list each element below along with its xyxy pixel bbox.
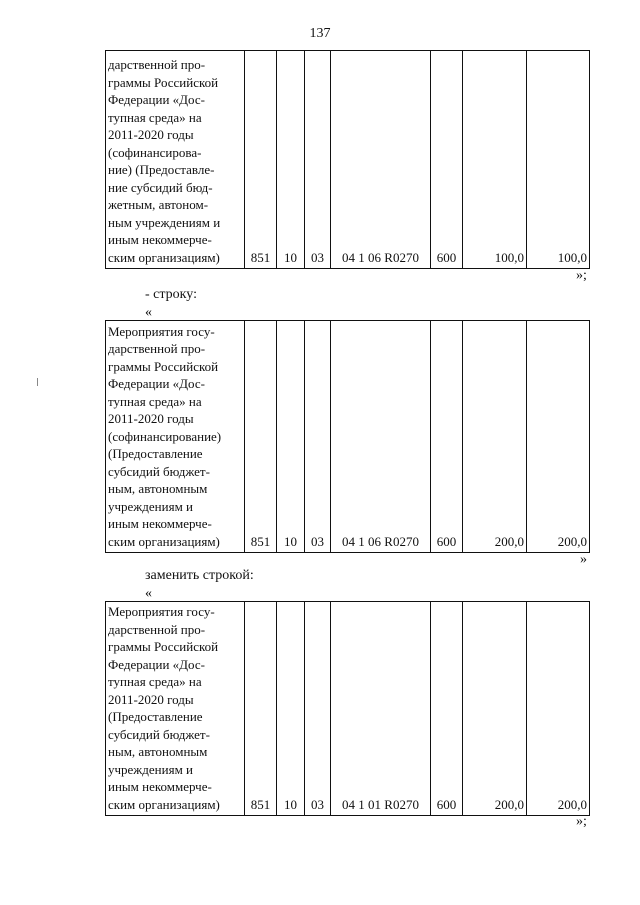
description-line: тупная среда» на [108, 109, 202, 125]
grbs-code: 851 [245, 602, 277, 816]
description-line: Федерации «Дос- [108, 376, 205, 391]
target-article-code: 04 1 01 R0270 [331, 602, 431, 816]
subsection-code: 03 [305, 321, 331, 553]
description-line: ным учреждениям и [108, 214, 221, 230]
section-code: 10 [277, 51, 305, 269]
section-code: 10 [277, 602, 305, 816]
description-line: ским организациям) [108, 796, 220, 812]
description-line: дарственной про- [108, 341, 206, 356]
description-line: субсидий бюджет- [108, 726, 210, 742]
description-line: Мероприятия госу- [108, 323, 215, 339]
amount-2: 200,0 [527, 321, 590, 553]
description-line: (Предоставление [108, 446, 203, 461]
amount-2: 200,0 [527, 602, 590, 816]
description-line: иным некоммерче- [108, 232, 212, 247]
description-line: учреждениям и [108, 761, 194, 777]
description-line: граммы Российской [108, 74, 219, 90]
description-line: (софинансирова- [108, 144, 202, 160]
description-line: дарственной про- [108, 57, 206, 72]
description-line: граммы Российской [108, 639, 219, 654]
replace-label: заменить строкой: [145, 568, 254, 583]
amount-1: 100,0 [463, 51, 527, 269]
description-line: ским организациям) [108, 249, 220, 265]
scan-artifact [37, 378, 38, 386]
description-line: иным некоммерче- [108, 516, 212, 531]
table-row [106, 51, 590, 269]
description-line: дарственной про- [108, 621, 206, 637]
description-line: Федерации «Дос- [108, 92, 205, 107]
row-description [106, 602, 245, 816]
closing-quote-3: »; [576, 814, 587, 829]
description-line: (Предоставление [108, 709, 203, 724]
description-line: учреждениям и [108, 498, 194, 514]
description-line: ным, автономным [108, 481, 208, 496]
description-line: Федерации «Дос- [108, 656, 205, 672]
expense-type-code: 600 [431, 321, 463, 553]
amount-1: 200,0 [463, 602, 527, 816]
target-article-code: 04 1 06 R0270 [331, 51, 431, 269]
subsection-code: 03 [305, 602, 331, 816]
description-line: ным, автономным [108, 744, 208, 759]
amount-2: 100,0 [527, 51, 590, 269]
target-article-code: 04 1 06 R0270 [331, 321, 431, 553]
description-line: ским организациям) [108, 533, 220, 549]
description-line: ние субсидий бюд- [108, 179, 213, 195]
line-label: - строку: [145, 287, 197, 302]
amount-1: 200,0 [463, 321, 527, 553]
expense-type-code: 600 [431, 602, 463, 816]
section-code: 10 [277, 321, 305, 553]
description-line: граммы Российской [108, 358, 219, 374]
expense-type-code: 600 [431, 51, 463, 269]
description-line: 2011-2020 годы [108, 411, 194, 426]
subsection-code: 03 [305, 51, 331, 269]
grbs-code: 851 [245, 51, 277, 269]
closing-quote-2: » [580, 552, 587, 567]
description-line: (софинансирование) [108, 428, 222, 444]
row-description [106, 51, 245, 269]
description-line: 2011-2020 годы [108, 691, 194, 707]
description-line: 2011-2020 годы [108, 127, 194, 142]
budget-table-3 [105, 601, 590, 816]
page-number: 137 [309, 26, 331, 41]
description-line: жетным, автоном- [108, 197, 209, 212]
budget-table-2 [105, 320, 590, 553]
open-quote-1: « [145, 305, 152, 320]
description-line: субсидий бюджет- [108, 463, 210, 479]
grbs-code: 851 [245, 321, 277, 553]
budget-table-1 [105, 50, 590, 269]
table-row [106, 321, 590, 553]
closing-quote-1: »; [576, 268, 587, 283]
description-line: Мероприятия госу- [108, 604, 215, 619]
row-description [106, 321, 245, 553]
description-line: тупная среда» на [108, 393, 202, 409]
table-row [106, 602, 590, 816]
open-quote-2: « [145, 586, 152, 601]
description-line: ние) (Предоставле- [108, 162, 215, 177]
description-line: иным некоммерче- [108, 779, 212, 794]
description-line: тупная среда» на [108, 674, 202, 689]
